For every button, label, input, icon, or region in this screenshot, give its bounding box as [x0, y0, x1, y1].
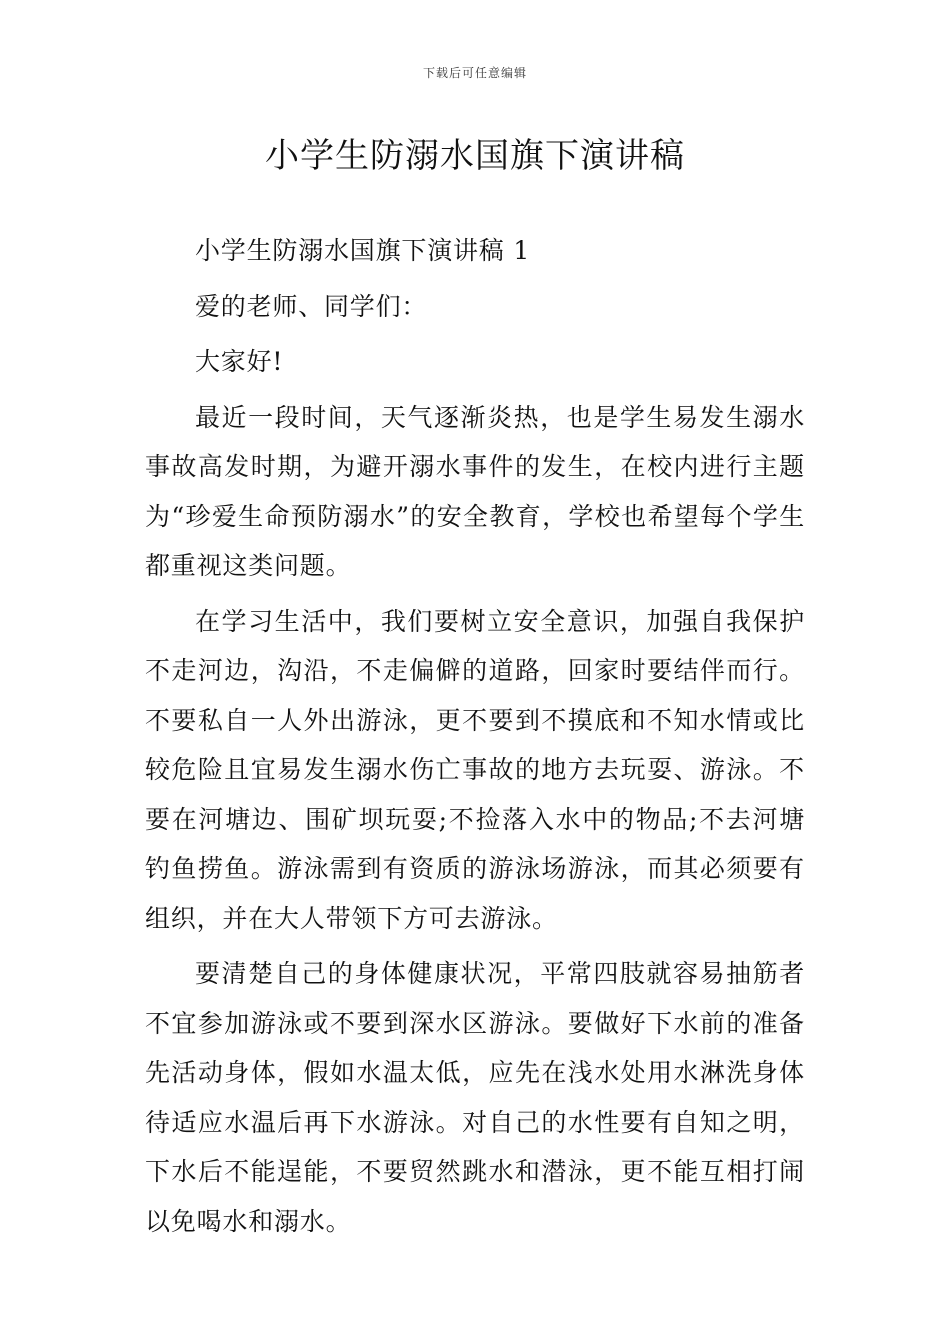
document-title: 小学生防溺水国旗下演讲稿 [265, 136, 685, 176]
paragraph: 在学习生活中，我们要树立安全意识，加强自我保护不走河边，沟沿，不走偏僻的道路，回家时要结伴而行。不要私自一人外出游泳，更不要到不摸底和不知水情或比较危险且宜易发生溺水伤亡事故的地方去玩耍、游泳。不要在河塘边、围矿坝玩耍;不捡落入水中的物品;不去河塘钓鱼捞鱼。游泳需到有资质的游泳场游泳，而其必须要有组织，并在大人带领下方可去游泳。 [145, 606, 805, 933]
paragraph: 要清楚自己的身体健康状况，平常四肢就容易抽筋者不宜参加游泳或不要到深水区游泳。要做好下水前的准备先活动身体，假如水温太低，应先在浅水处用水淋洗身体待适应水温后再下水游泳。对自己的水性要有自知之明，下水后不能逞能，不要贸然跳水和潜泳，更不能互相打闹以免喝水和溺水。 [145, 959, 805, 1236]
document-body [145, 226, 805, 1252]
greeting-line: 爱的老师、同学们： [195, 291, 428, 321]
salutation-line: 大家好! [195, 347, 284, 376]
paragraph: 最近一段时间，天气逐渐炎热，也是学生易发生溺水事故高发时期，为避开溺水事件的发生，在校内进行主题为“珍爱生命预防溺水”的安全教育，学校也希望每个学生都重视这类问题。 [145, 402, 805, 580]
download-note: 下载后可任意编辑 [422, 66, 527, 80]
document-subtitle: 小学生防溺水国旗下演讲稿 1 [195, 236, 531, 265]
